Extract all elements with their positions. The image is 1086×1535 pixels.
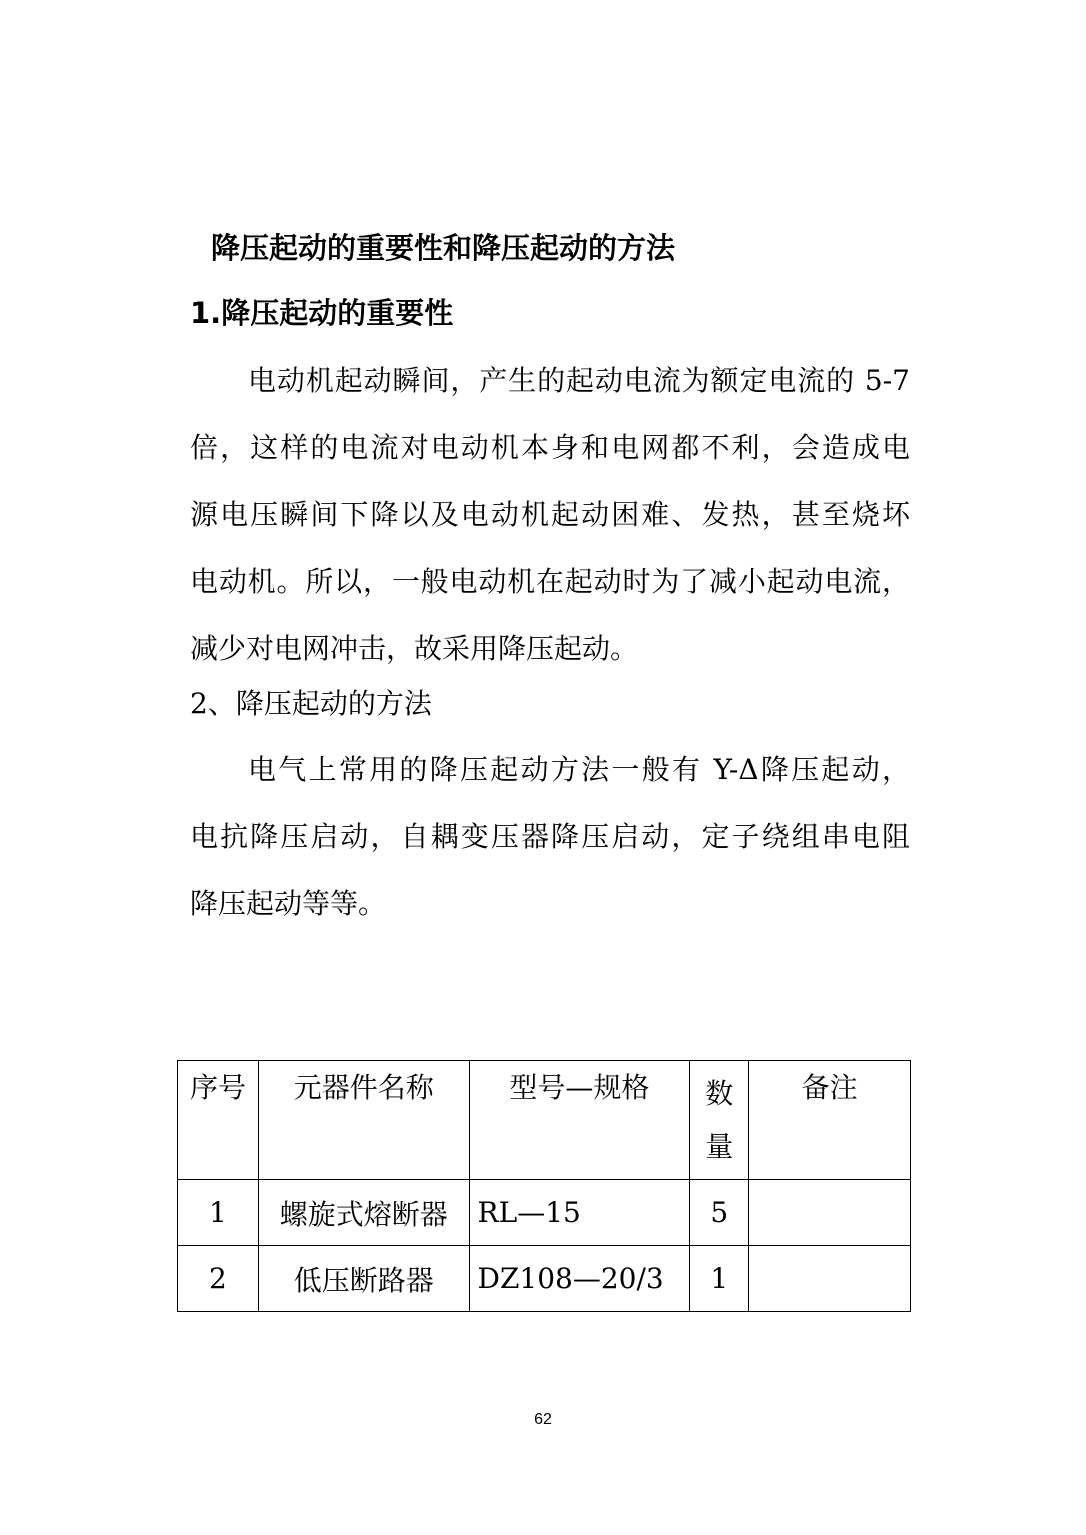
paragraph-line: 减少对电网冲击，故采用降压起动。 [190, 632, 639, 665]
paragraph-line: 源电压瞬间下降以及电动机起动困难、发热，甚至烧坏 [190, 498, 910, 531]
cell-name: 低压断路器 [258, 1246, 469, 1312]
header-no: 序号 [178, 1061, 259, 1180]
table-row [178, 1180, 911, 1246]
paragraph-line: 电气上常用的降压起动方法一般有 Y-Δ降压起动， [248, 753, 910, 786]
paragraph-line: 降压起动等等。 [190, 887, 387, 920]
header-note: 备注 [749, 1061, 911, 1180]
paragraph-line: 电动机起动瞬间，产生的起动电流为额定电流的 5-7 [248, 364, 910, 397]
section-heading-methods: 2、降压起动的方法 [190, 687, 432, 720]
cell-note [749, 1246, 911, 1312]
table-header-row [178, 1061, 911, 1180]
paragraph-line: 电抗降压启动，自耦变压器降压启动，定子绕组串电阻 [190, 820, 910, 853]
page-number: 62 [534, 1411, 552, 1428]
page-title: 降压起动的重要性和降压起动的方法 [211, 231, 676, 265]
cell-qty: 1 [690, 1246, 749, 1312]
header-model: 型号—规格 [469, 1061, 690, 1180]
header-name: 元器件名称 [258, 1061, 469, 1180]
paragraph-methods [190, 736, 910, 937]
section-heading-importance: 1.降压起动的重要性 [190, 296, 454, 330]
header-qty-line1: 数 [705, 1077, 734, 1110]
cell-qty: 5 [690, 1180, 749, 1246]
cell-model: DZ108—20/3 [469, 1246, 690, 1312]
header-qty-line2: 量 [705, 1130, 734, 1163]
components-table [177, 1060, 911, 1312]
paragraph-line: 倍，这样的电流对电动机本身和电网都不利，会造成电 [190, 431, 910, 464]
cell-no: 2 [178, 1246, 259, 1312]
table-row [178, 1246, 911, 1312]
cell-note [749, 1180, 911, 1246]
paragraph-importance [190, 347, 910, 682]
paragraph-line: 电动机。所以，一般电动机在起动时为了减小起动电流， [190, 565, 910, 598]
header-qty [690, 1061, 749, 1180]
cell-no: 1 [178, 1180, 259, 1246]
cell-name: 螺旋式熔断器 [258, 1180, 469, 1246]
cell-model: RL—15 [469, 1180, 690, 1246]
